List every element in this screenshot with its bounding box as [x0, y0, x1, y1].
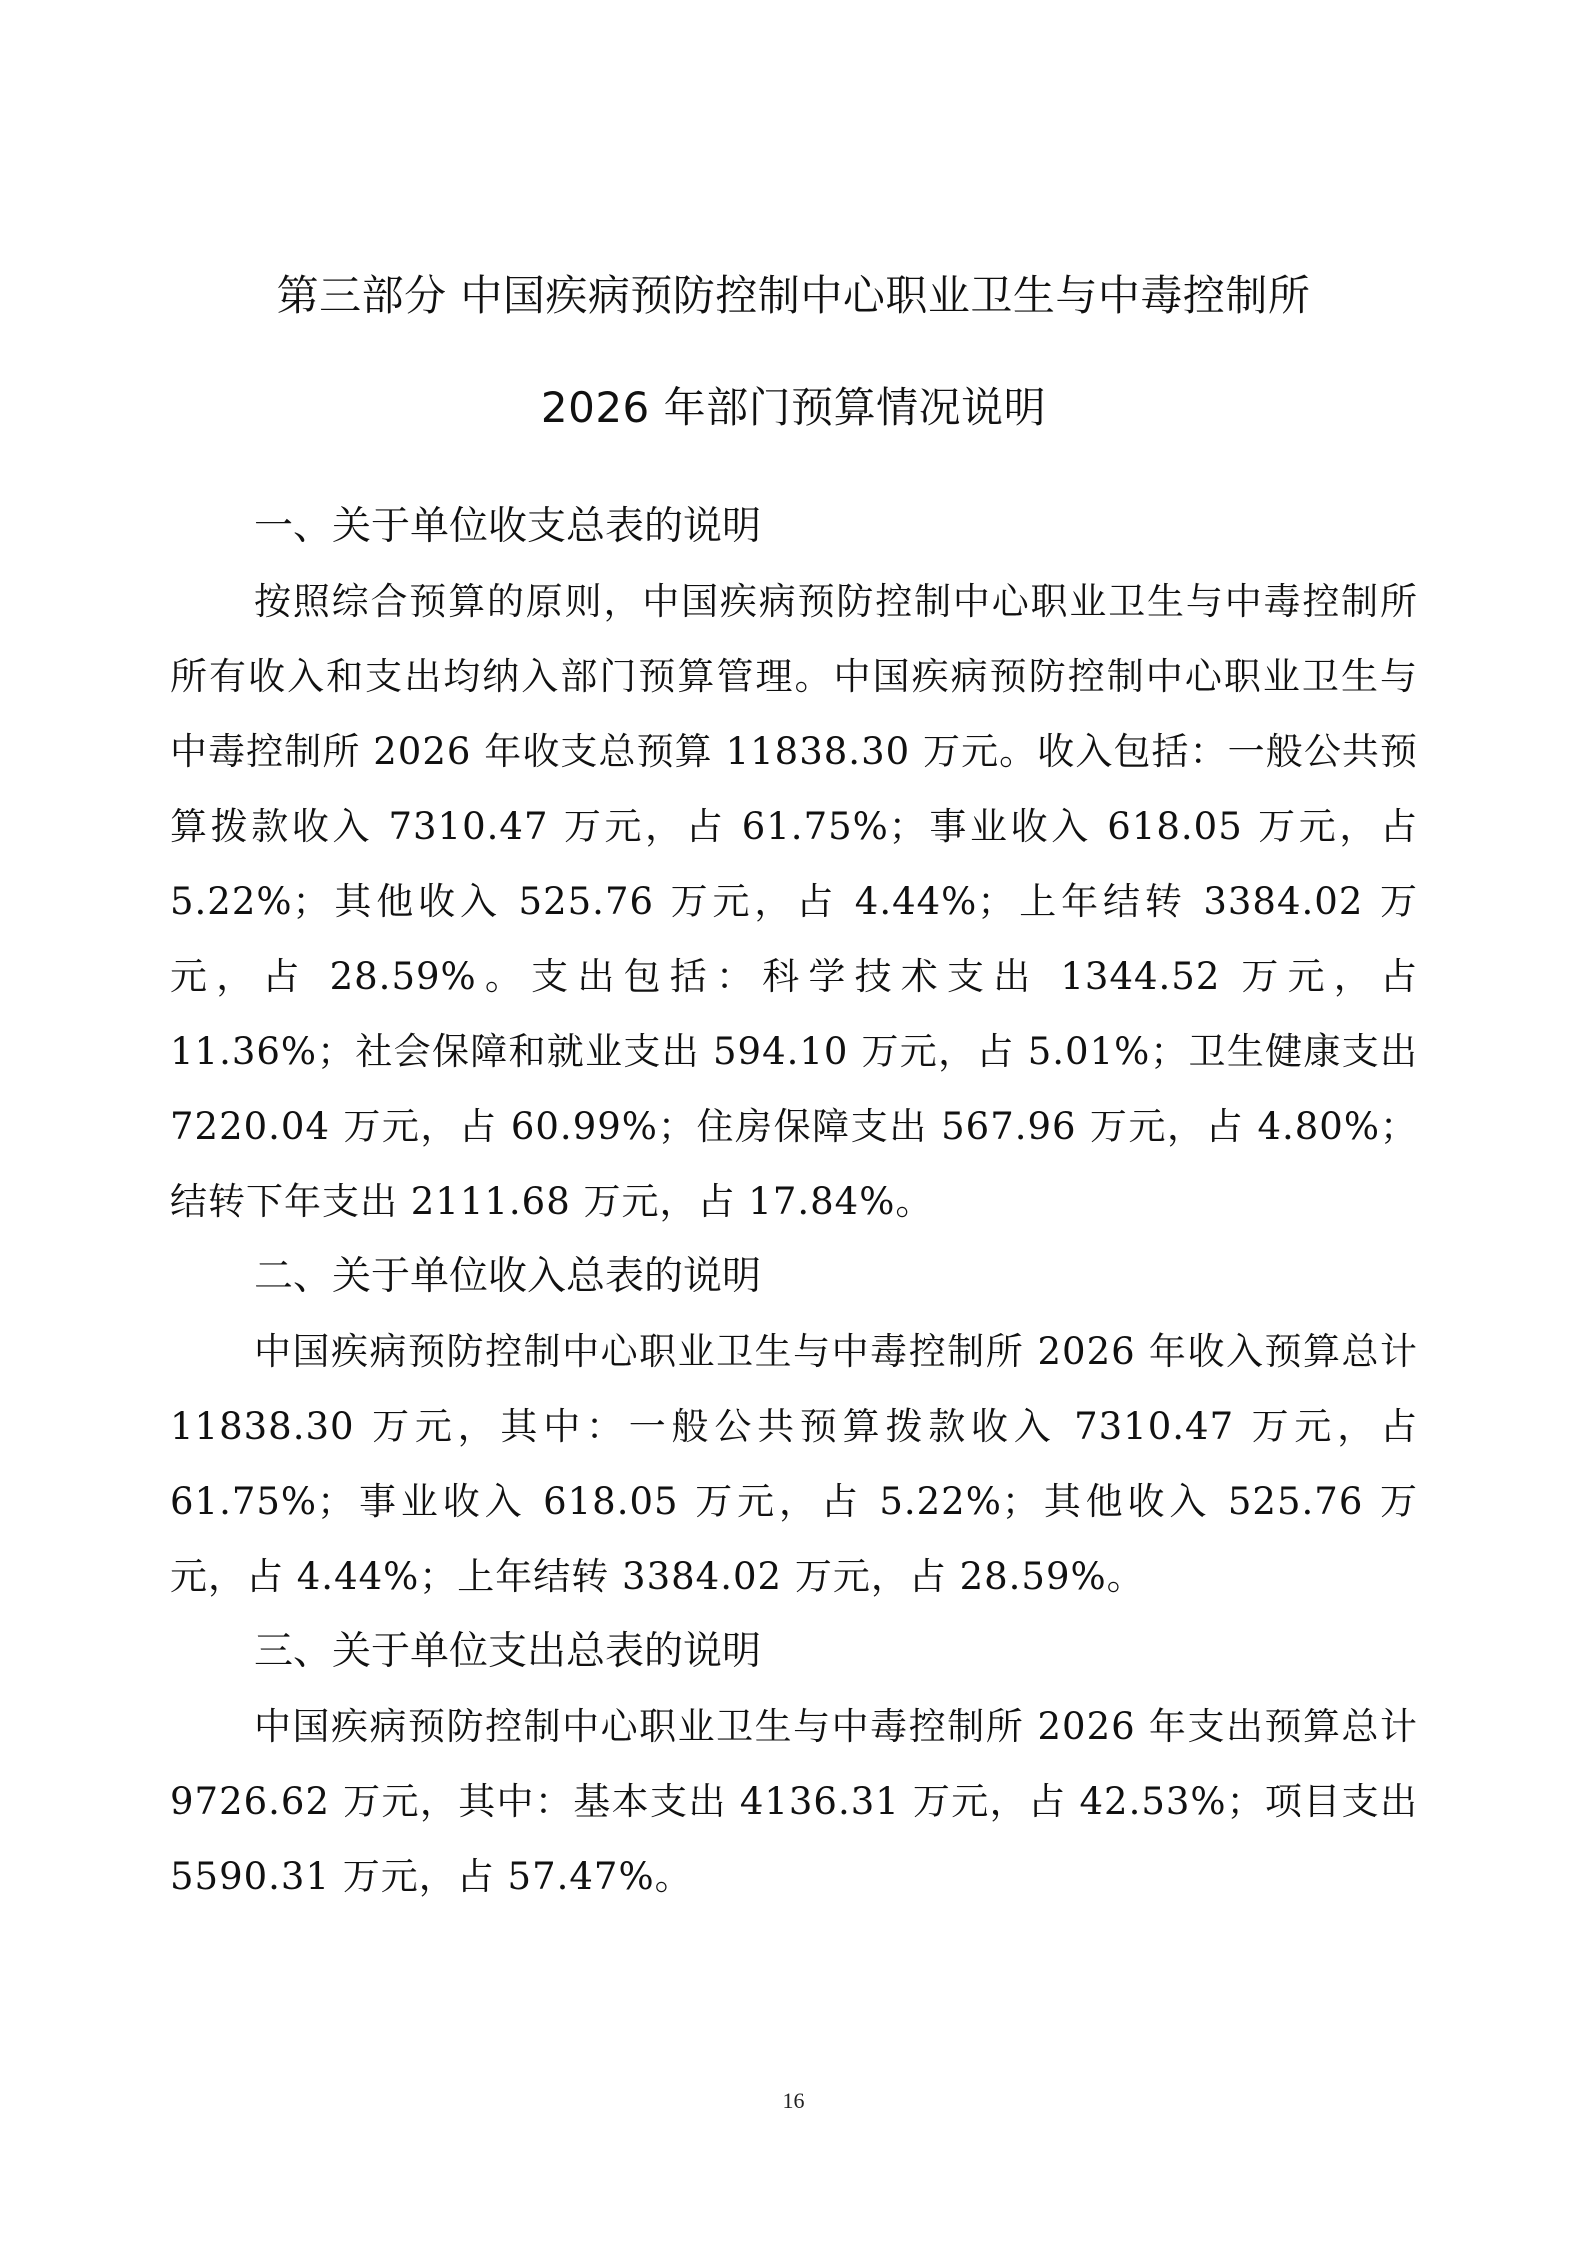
section-heading-expense-summary: 三、关于单位支出总表的说明	[254, 1629, 762, 1674]
section-paragraph-income-summary: 中国疾病预防控制中心职业卫生与中毒控制所 2026 年收入预算总计 11838.30 万元，其中：一般公共预算拨款收入 7310.47 万元，占 61.75%；事业收入 618.05 万元，占 5.22%；其他收入 525.76 万元，占 4.44%；上年结转 3384.02 万元，占 28.59%。	[170, 1330, 1418, 1598]
document-title-line-1: 第三部分 中国疾病预防控制中心职业卫生与中毒控制所	[276, 271, 1311, 320]
section-paragraph-income-expense-summary: 按照综合预算的原则，中国疾病预防控制中心职业卫生与中毒控制所所有收入和支出均纳入部门预算管理。中国疾病预防控制中心职业卫生与中毒控制所 2026 年收支总预算 11838.30 万元。收入包括：一般公共预算拨款收入 7310.47 万元，占 61.75%；事业收入 618.05 万元，占 5.22%；其他收入 525.76 万元，占 4.44%；上年结转 3384.02 万元，占 28.59%。支出包括：科学技术支出 1344.52 万元，占 11.36%；社会保障和就业支出 594.10 万元，占 5.01%；卫生健康支出 7220.04 万元，占 60.99%；住房保障支出 567.96 万元，占 4.80%；结转下年支出 2111.68 万元，占 17.84%。	[170, 580, 1418, 1223]
document-body	[170, 489, 1418, 1914]
section-heading-income-expense-summary: 一、关于单位收支总表的说明	[254, 504, 762, 549]
section-heading-income-summary: 二、关于单位收入总表的说明	[254, 1254, 762, 1299]
document-title-line-2: 2026 年部门预算情况说明	[540, 383, 1047, 432]
section-paragraph-expense-summary: 中国疾病预防控制中心职业卫生与中毒控制所 2026 年支出预算总计 9726.62 万元，其中：基本支出 4136.31 万元，占 42.53%；项目支出 5590.31 万元，占 57.47%。	[170, 1705, 1418, 1898]
page-number: 16	[782, 2088, 805, 2113]
